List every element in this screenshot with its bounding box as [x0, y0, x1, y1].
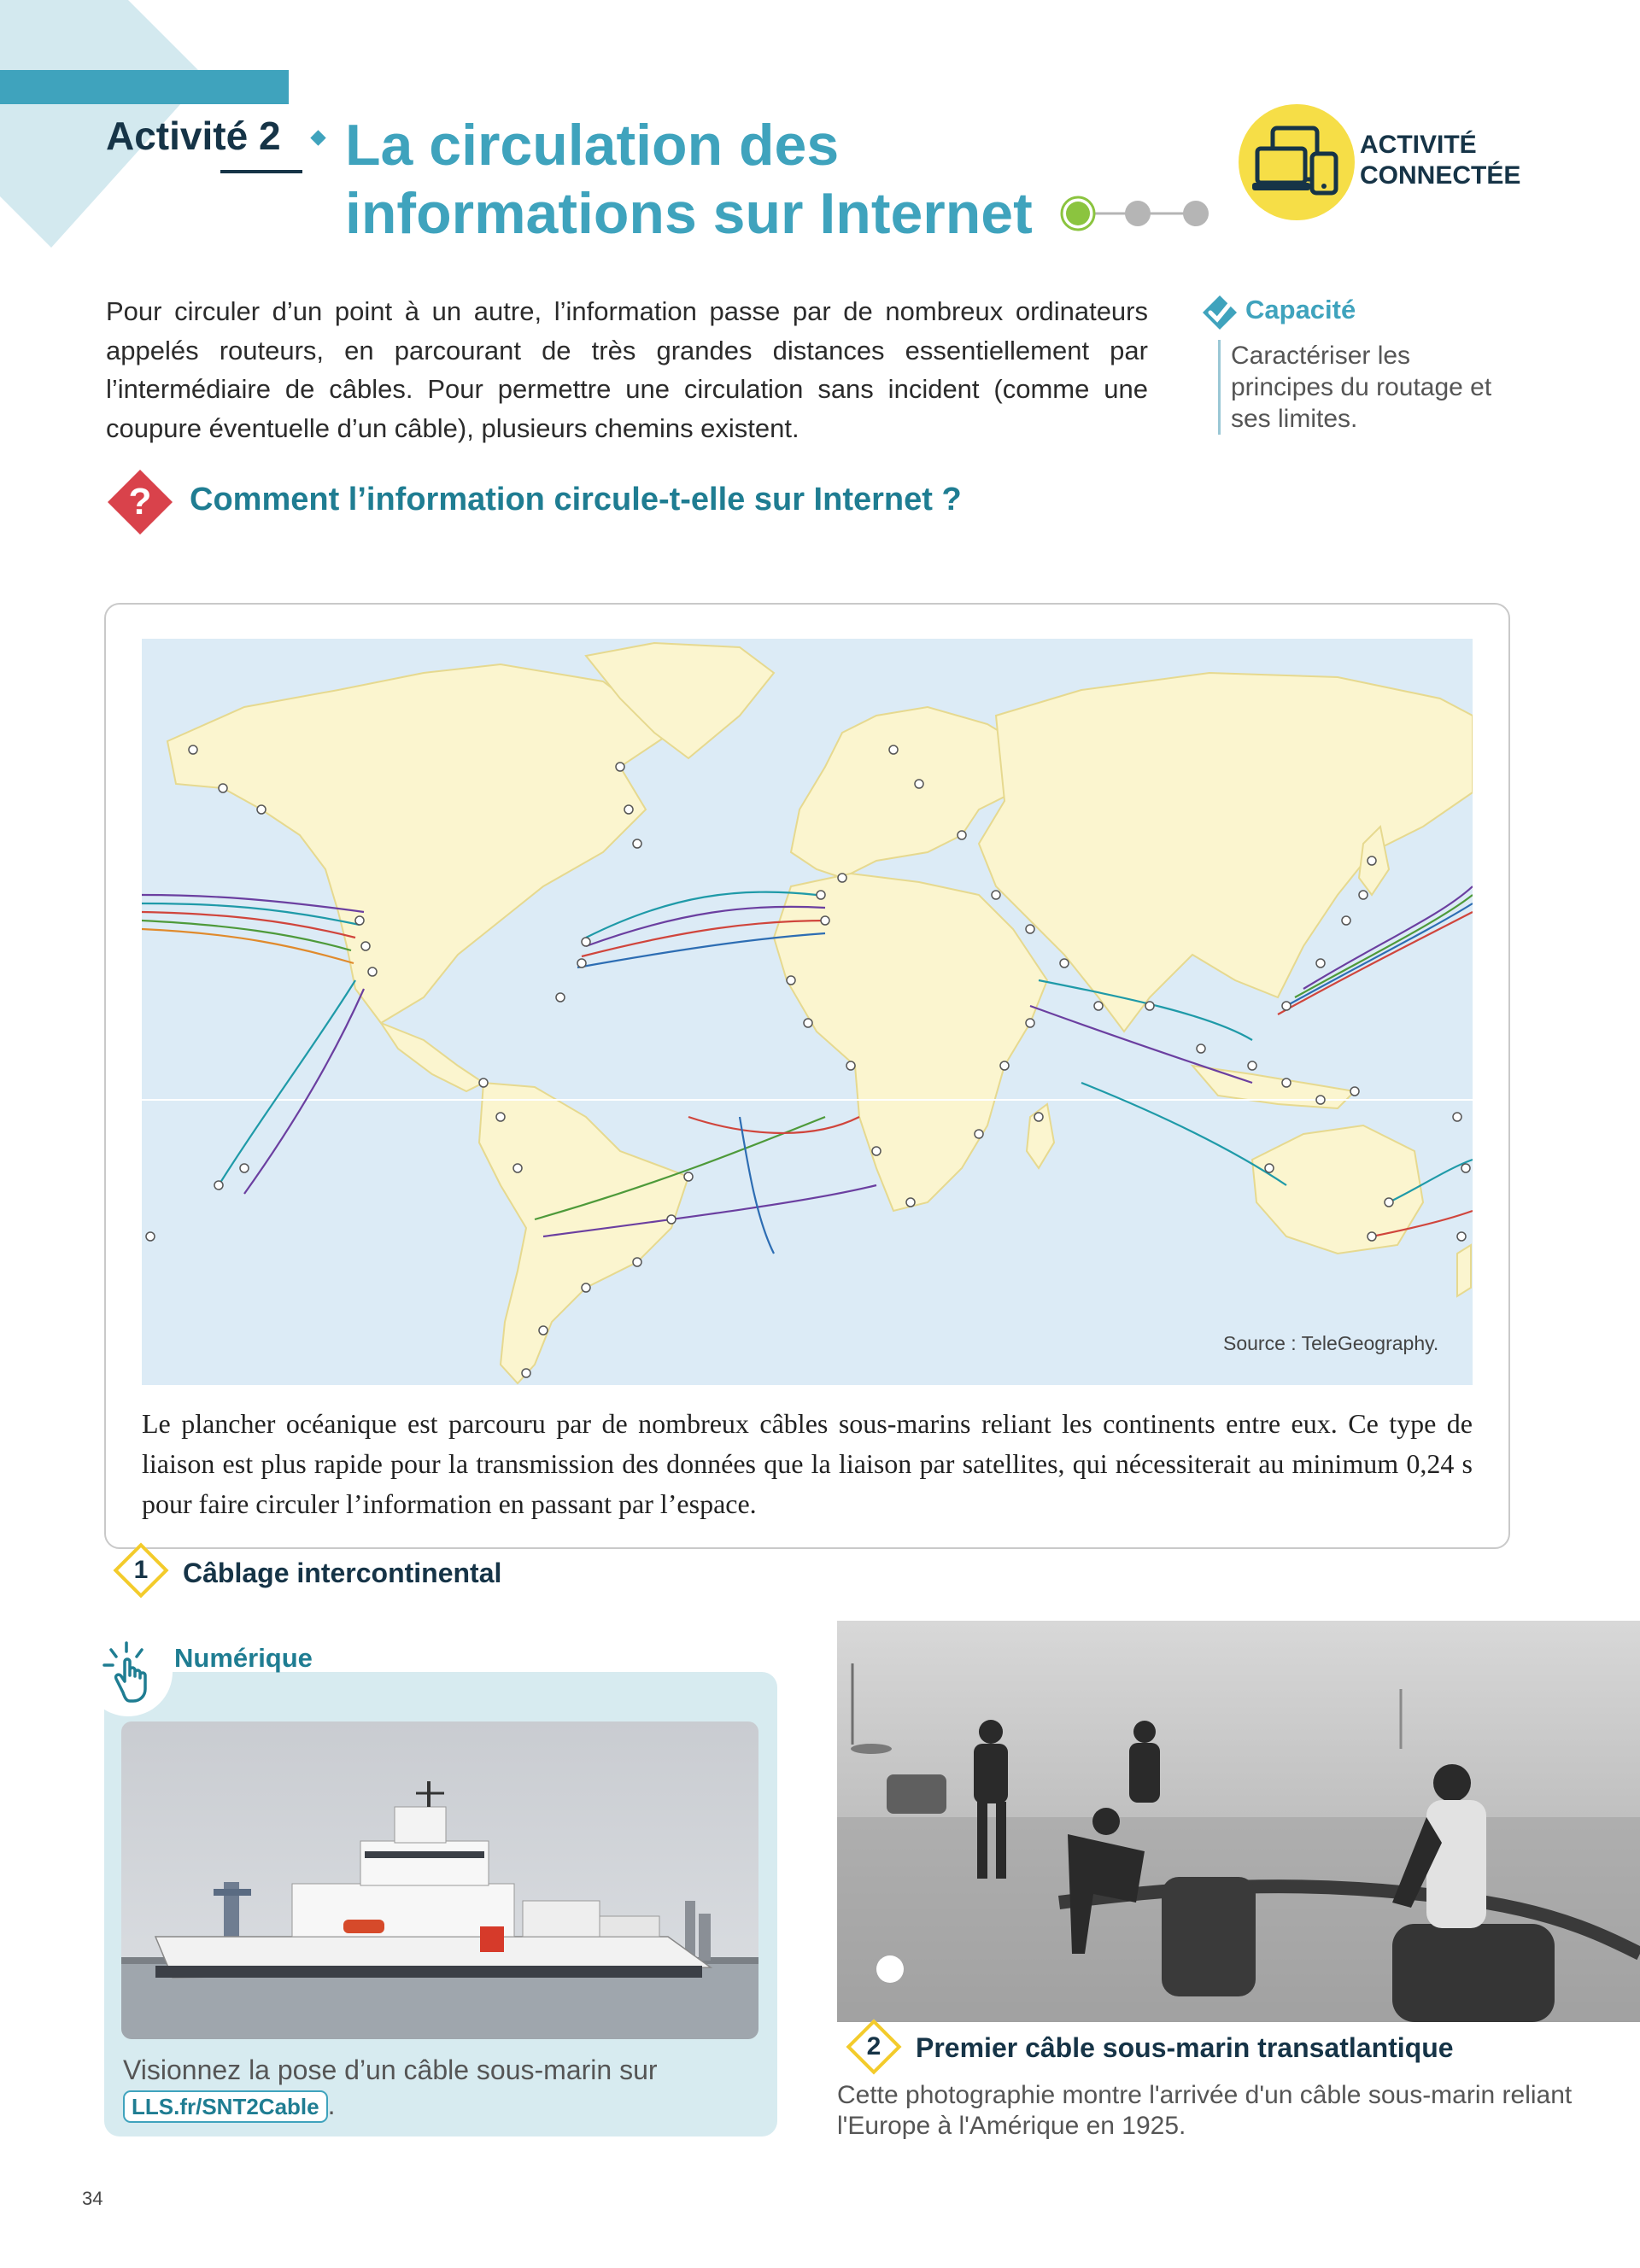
- submarine-cable-map: [142, 639, 1473, 1385]
- document-1-title: Câblage intercontinental: [183, 1558, 502, 1588]
- header-accent-bar: [0, 70, 289, 104]
- land-new-zealand: [1457, 1245, 1471, 1296]
- activity-underline: [220, 170, 302, 173]
- map-source: Source : TeleGeography.: [1223, 1332, 1439, 1354]
- connected-activity-label: ACTIVITÉ CONNECTÉE: [1360, 131, 1521, 190]
- document-1-badge: [114, 1544, 167, 1597]
- level-dot-3: [1183, 201, 1209, 226]
- intro-paragraph: Pour circuler d’un point à un autre, l’information passe par de nombreux ordinateurs appelés routeurs, en parcourant de très grandes distances essentiellement par l’intermédiaire de câbles. Pour permettre une circulation sans incident (comme une coupure éventuelle d’un câble), plusieurs chemins existent.: [106, 296, 1148, 443]
- document-2-badge: [847, 2020, 900, 2073]
- document-2-title: Premier câble sous-marin transatlantique: [916, 2032, 1454, 2063]
- title-line-2: informations sur Internet: [345, 181, 1033, 246]
- difficulty-level-indicator: [1059, 195, 1213, 232]
- check-badge-icon: [1201, 294, 1239, 331]
- numerique-label: Numérique: [174, 1643, 313, 1673]
- numerique-text: Visionnez la pose d’un câble sous-marin sur LLS.fr/SNT2Cable .: [123, 2053, 755, 2123]
- level-dot-2: [1125, 201, 1151, 226]
- numerique-text-before: Visionnez la pose d’un câble sous-marin sur: [123, 2055, 658, 2085]
- activity-diamond: [310, 130, 325, 145]
- page-title: [345, 111, 1114, 248]
- touch-hand-icon: [92, 1636, 164, 1708]
- svg-text:?: ?: [128, 481, 152, 523]
- document-1-number: 1: [133, 1556, 149, 1584]
- document-1-caption: Le plancher océanique est parcouru par de nombreux câbles sous-marins reliant les continents entre eux. Ce type de liaison est plus rapide pour la transmission des données que la liaison par satellites, qui nécessiterait au minimum 0,24 s pour faire circuler l’information en passant par l’espace.: [142, 1408, 1473, 1519]
- video-link[interactable]: LLS.fr/SNT2Cable: [123, 2090, 328, 2123]
- page-number: 34: [82, 2188, 103, 2209]
- problem-question: Comment l’information circule-t-elle sur Internet ?: [190, 482, 962, 517]
- capacity-text: Caractériser les principes du routage et ses limites.: [1218, 340, 1508, 435]
- cable-ship-image: [121, 1721, 758, 2039]
- activity-label: Activité 2: [106, 114, 281, 158]
- document-2-number: 2: [866, 2032, 882, 2060]
- historical-cable-photo: [837, 1621, 1640, 2022]
- connected-activity-badge: [1239, 104, 1355, 220]
- capacity-title: Capacité: [1245, 295, 1356, 324]
- devices-icon: [1239, 104, 1355, 220]
- question-diamond-icon: [104, 466, 176, 538]
- title-line-1: La circulation des: [345, 113, 840, 178]
- document-2-caption: Cette photographie montre l'arrivée d'un câble sous-marin reliant l'Europe à l'Amérique en 1925.: [837, 2081, 1573, 2140]
